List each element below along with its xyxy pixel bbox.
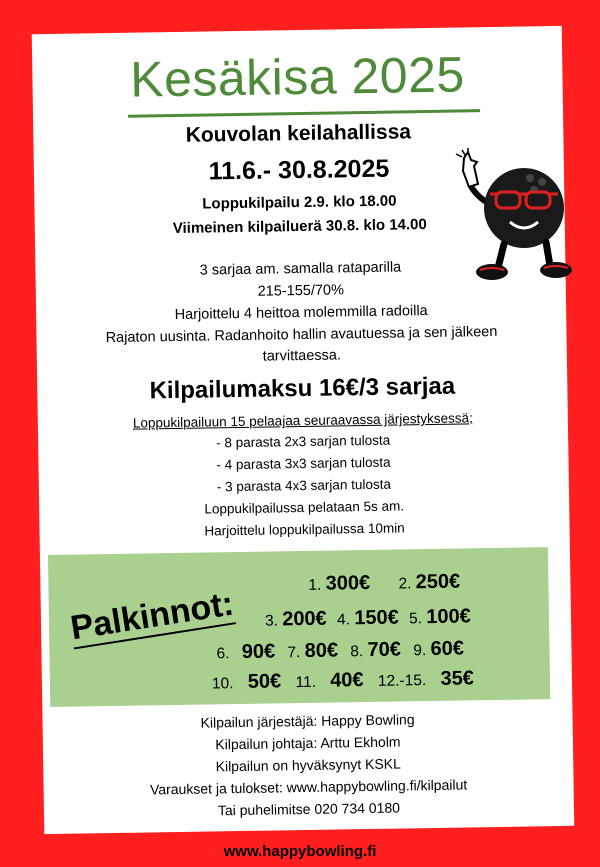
prize-rank: 6. (216, 645, 230, 663)
final-time: Loppukilpailu 2.9. klo 18.00 (202, 192, 397, 213)
prize-rank: 5. (408, 610, 423, 628)
entry-fee: Kilpailumaksu 16€/3 sarjaa (149, 372, 456, 405)
info-line: 3 sarjaa am. samalla rataparilla (199, 259, 402, 279)
prize-row (216, 638, 464, 665)
prize-amount: 40€ (330, 669, 364, 692)
phone-line: Tai puhelimitse 020 734 0180 (217, 799, 401, 819)
venue-text: Kouvolan keilahallissa (185, 120, 412, 147)
prize-rank: 9. (413, 642, 427, 660)
prize-rank: 7. (287, 644, 301, 662)
title-underline (128, 109, 480, 118)
prize-rank: 8. (350, 643, 364, 661)
prize-rank: 11. (295, 673, 317, 692)
info-line: Rajaton uusinta. Radanhoito hallin avautuessa ja sen jälkeen (105, 323, 498, 347)
competition-dates: 11.6.- 30.8.2025 (208, 154, 390, 186)
final-rule-item: - 8 parasta 2x3 sarjan tulosta (216, 432, 391, 451)
final-rule-item: Loppukilpailussa pelataan 5s am. (204, 498, 405, 517)
bowling-ball-mascot-icon (454, 148, 578, 288)
info-line: 215-155/70% (257, 282, 345, 300)
final-rule-item: Harjoittelu loppukilpailussa 10min (204, 520, 405, 539)
final-rule-item: - 3 parasta 4x3 sarjan tulosta (216, 476, 392, 495)
prize-rank: 3. (264, 612, 279, 630)
prize-row (265, 605, 471, 631)
prizes-label: Palkinnot: (67, 584, 237, 648)
prize-amount: 250€ (415, 570, 461, 594)
prize-rank: 1. (308, 576, 322, 594)
prize-row (212, 667, 474, 694)
prize-rank: 2. (398, 575, 412, 593)
prize-amount: 35€ (440, 667, 475, 690)
prize-rank: 10. (211, 675, 234, 693)
prize-amount: 90€ (241, 640, 276, 663)
prize-rank: 12.-15. (377, 672, 427, 690)
final-rule-item: - 4 parasta 3x3 sarjan tulosta (216, 454, 391, 473)
prize-row (308, 571, 460, 596)
prize-amount: 100€ (426, 605, 471, 629)
prize-amount: 300€ (325, 571, 371, 595)
prize-amount: 60€ (430, 637, 465, 661)
prize-rank: 4. (336, 611, 351, 629)
approval-line: Kilpailun on hyväksynyt KSKL (215, 755, 401, 775)
prize-amount: 70€ (367, 638, 402, 662)
booking-line: Varaukset ja tulokset: www.happybowling.fi/kilpailut (149, 776, 468, 798)
website-link[interactable]: www.happybowling.fi (223, 843, 377, 860)
prize-amount: 50€ (247, 670, 282, 693)
page-title: Kesäkisa 2025 (129, 46, 466, 108)
info-line: tarvittaessa. (262, 347, 342, 365)
prize-amount: 80€ (304, 639, 339, 662)
director-line: Kilpailun johtaja: Arttu Ekholm (215, 733, 401, 753)
prize-amount: 150€ (354, 606, 399, 630)
prize-amount: 200€ (282, 607, 327, 631)
last-round: Viimeinen kilpailuerä 30.8. klo 14.00 (172, 216, 427, 238)
organizer-line: Kilpailun järjestäjä: Happy Bowling (200, 711, 415, 731)
final-rules-heading: Loppukilpailuun 15 pelaajaa seuraavassa järjestyksessä; (132, 410, 473, 431)
info-line: Harjoittelu 4 heittoa molemmilla radoilla (174, 303, 428, 324)
